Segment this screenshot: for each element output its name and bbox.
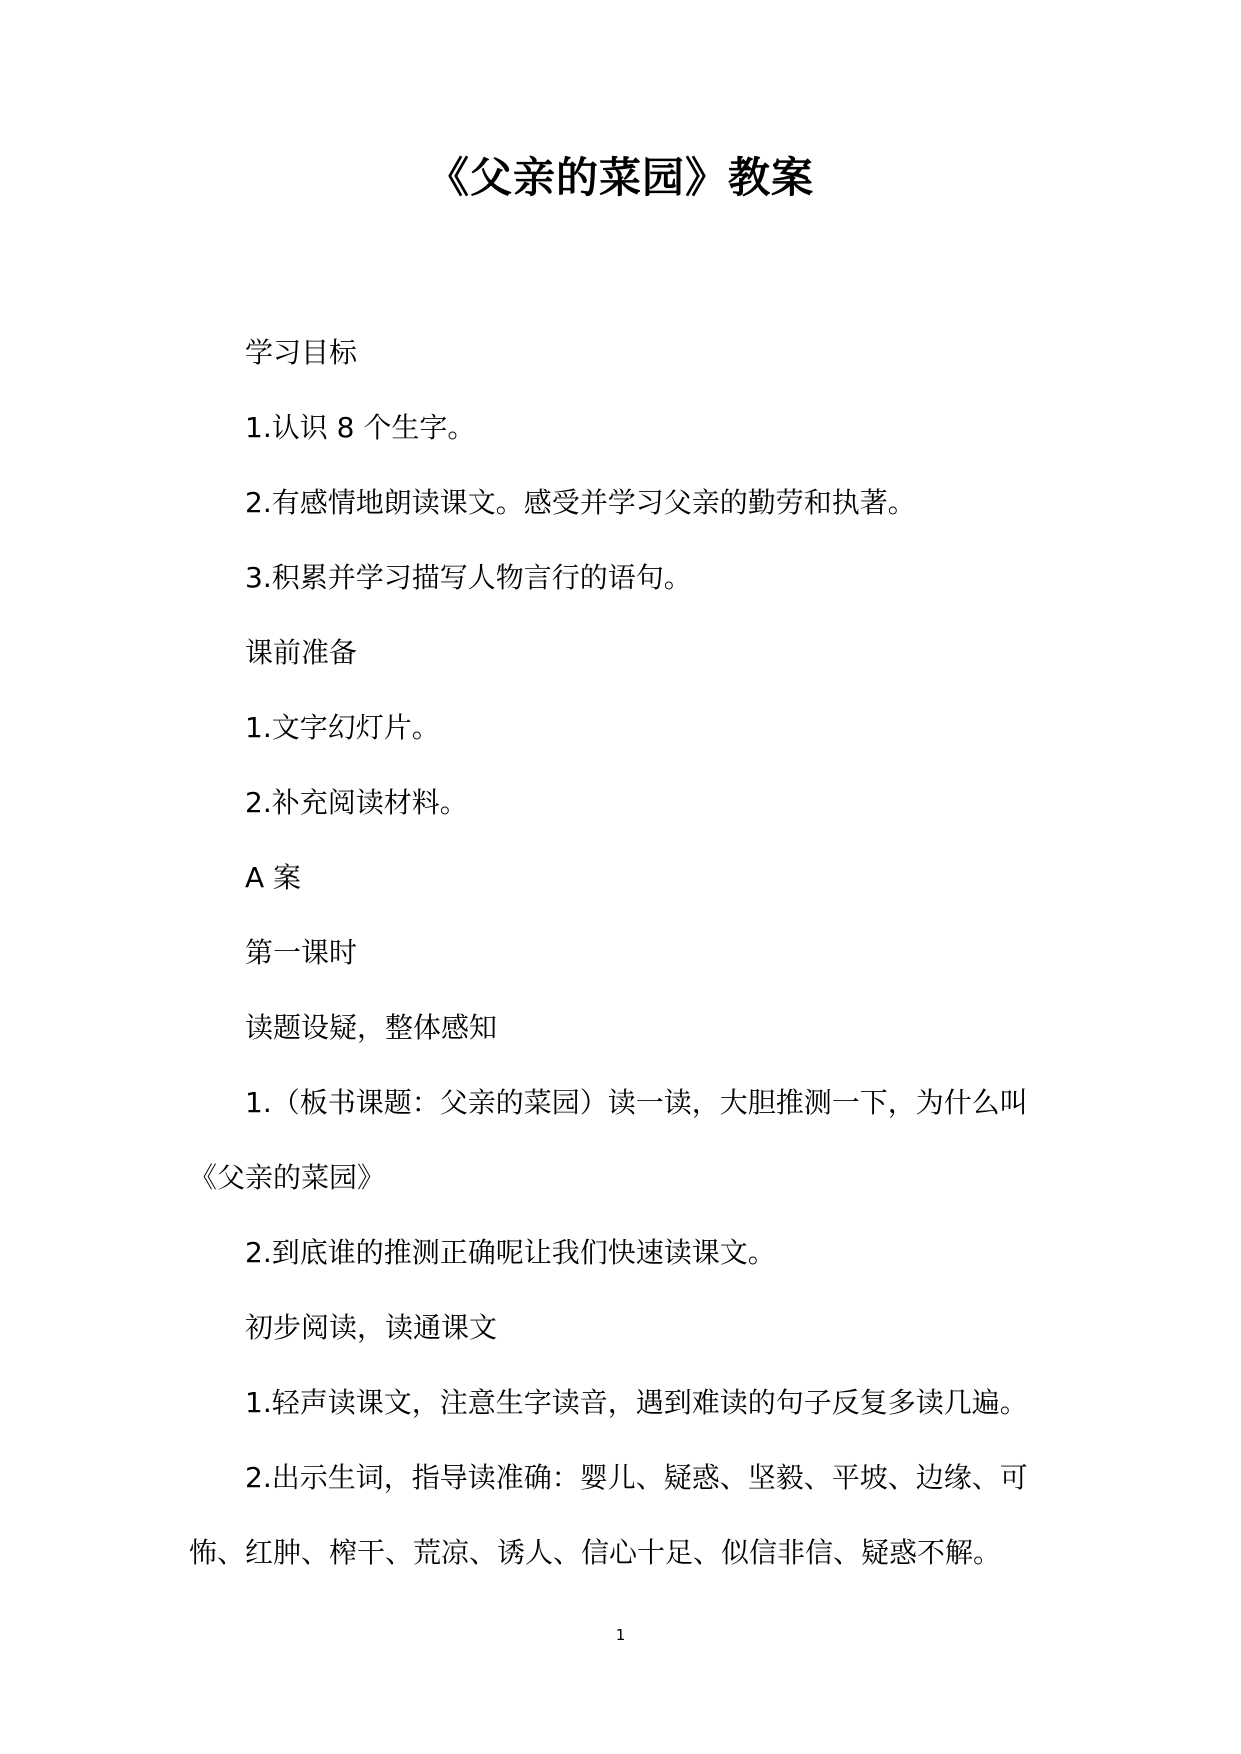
paragraph: 1.文字幻灯片。 [245, 711, 440, 744]
paragraph-continuation: 《父亲的菜园》 [189, 1161, 386, 1194]
paragraph-plan-a: A 案 [245, 861, 302, 894]
paragraph: 初步阅读，读通课文 [245, 1311, 498, 1344]
paragraph: 2.到底谁的推测正确呢让我们快速读课文。 [245, 1236, 776, 1269]
paragraph: 1.轻声读课文，注意生字读音，遇到难读的句子反复多读几遍。 [245, 1386, 1028, 1419]
paragraph: 2.补充阅读材料。 [245, 786, 468, 819]
paragraph: 2.有感情地朗读课文。感受并学习父亲的勤劳和执著。 [245, 486, 916, 519]
document-title: 《父亲的菜园》教案 [426, 153, 814, 202]
paragraph: 1.（板书课题：父亲的菜园）读一读，大胆推测一下，为什么叫 [245, 1086, 1028, 1119]
paragraph: 读题设疑，整体感知 [245, 1011, 498, 1044]
paragraph: 3.积累并学习描写人物言行的语句。 [245, 561, 692, 594]
paragraph-first-lesson: 第一课时 [245, 936, 358, 969]
paragraph-continuation: 怖、红肿、榨干、荒凉、诱人、信心十足、似信非信、疑惑不解。 [189, 1536, 1002, 1569]
paragraph: 2.出示生词，指导读准确：婴儿、疑惑、坚毅、平坡、边缘、可 [245, 1461, 1028, 1494]
page-number: 1 [615, 1626, 626, 1644]
paragraph-learning-goals: 学习目标 [245, 336, 358, 369]
paragraph-preparation: 课前准备 [245, 636, 358, 669]
paragraph: 1.认识 8 个生字。 [245, 411, 476, 444]
